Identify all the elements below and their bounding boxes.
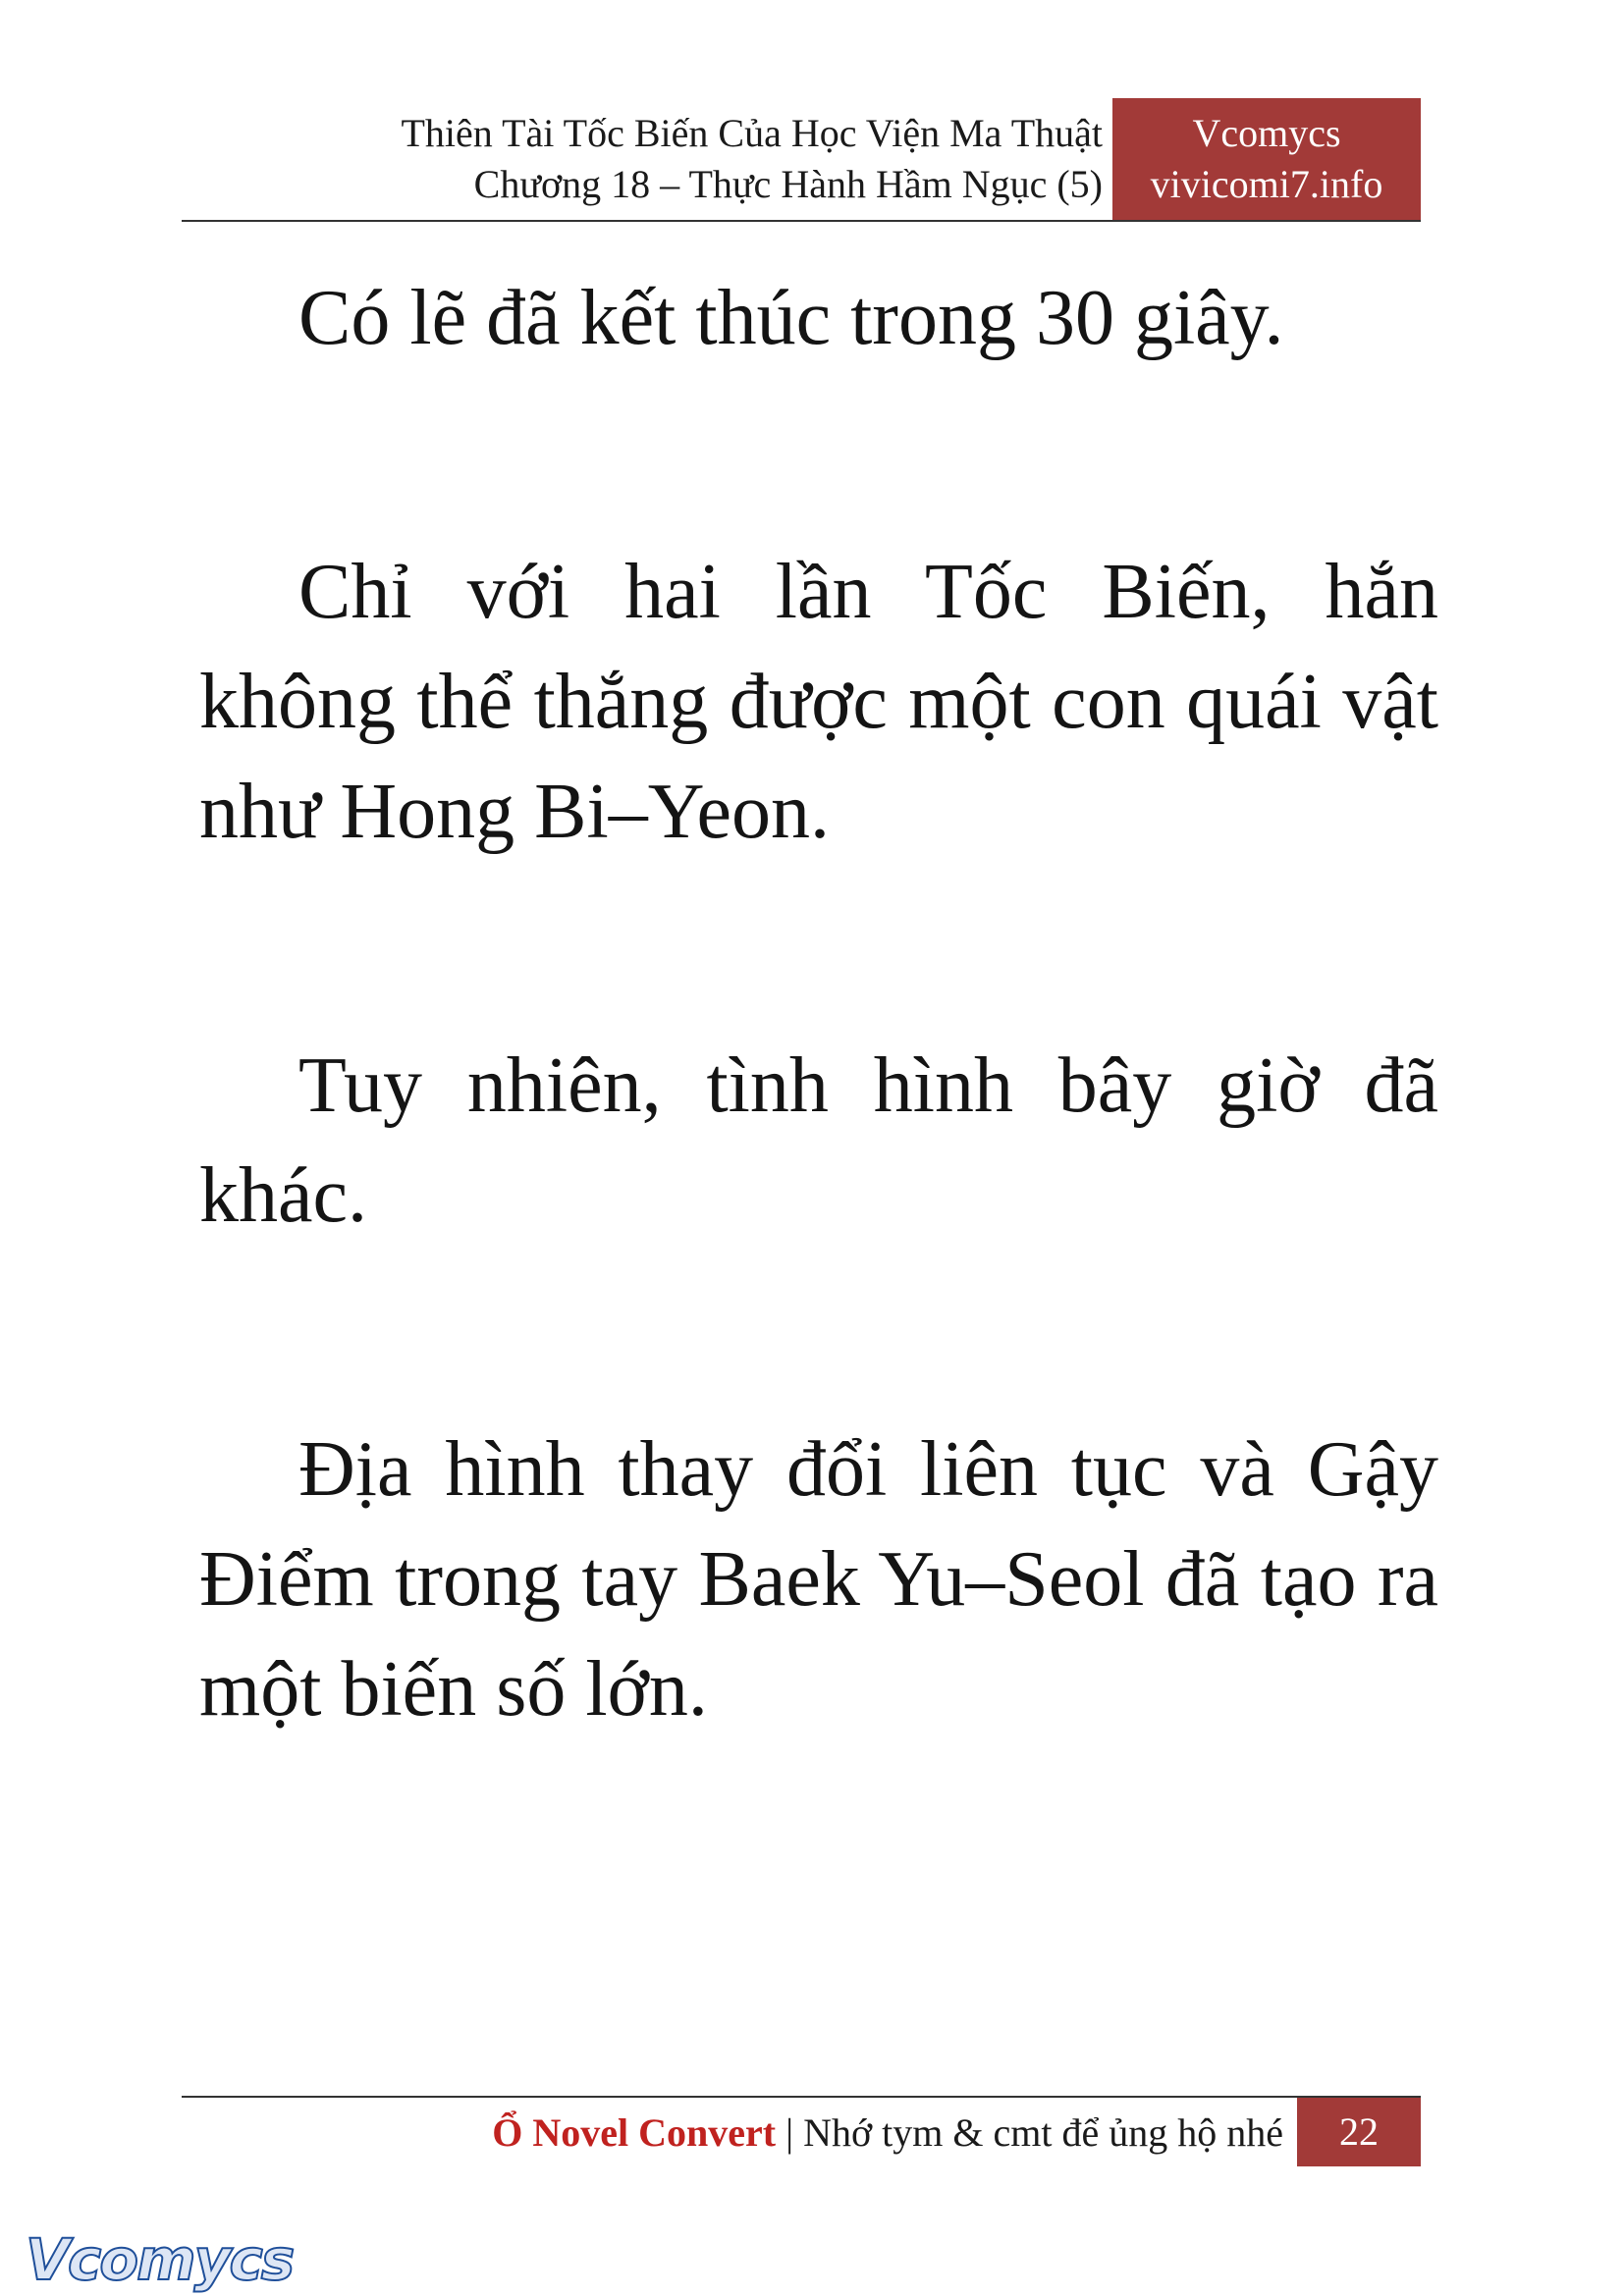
footer-text: [492, 2108, 1283, 2159]
badge-site-name: Vcomycs: [1192, 111, 1341, 155]
book-title: Thiên Tài Tốc Biến Của Học Viện Ma Thuật: [401, 111, 1103, 155]
footer-message: Nhớ tym & cmt để ủng hộ nhé: [803, 2110, 1283, 2155]
footer-separator: |: [776, 2110, 804, 2155]
page-footer: [182, 2098, 1421, 2166]
paragraph: Chỉ với hai lần Tốc Biến, hắn không thể thắng được một con quái vật như Hong Bi–Yeon.: [199, 549, 1438, 855]
page-number: 22: [1297, 2098, 1421, 2166]
footer-brand: Ổ Novel Convert: [492, 2110, 777, 2155]
chapter-body: [199, 263, 1438, 1908]
paragraph: Tuy nhiên, tình hình bây giờ đã khác.: [199, 1042, 1438, 1239]
badge-site-url: vivicomi7.info: [1150, 162, 1383, 206]
watermark-logo: Vcomycs: [26, 2226, 294, 2293]
header-titles: [402, 108, 1104, 210]
header-badge: [1112, 98, 1421, 220]
header-divider: [182, 220, 1421, 222]
page-header: [182, 98, 1421, 220]
paragraph: Có lẽ đã kết thúc trong 30 giây.: [298, 275, 1284, 361]
paragraph: Địa hình thay đổi liên tục và Gậy Điểm trong tay Baek Yu–Seol đã tạo ra một biến số lớn.: [199, 1426, 1438, 1733]
chapter-title: Chương 18 – Thực Hành Hầm Ngục (5): [473, 162, 1103, 206]
